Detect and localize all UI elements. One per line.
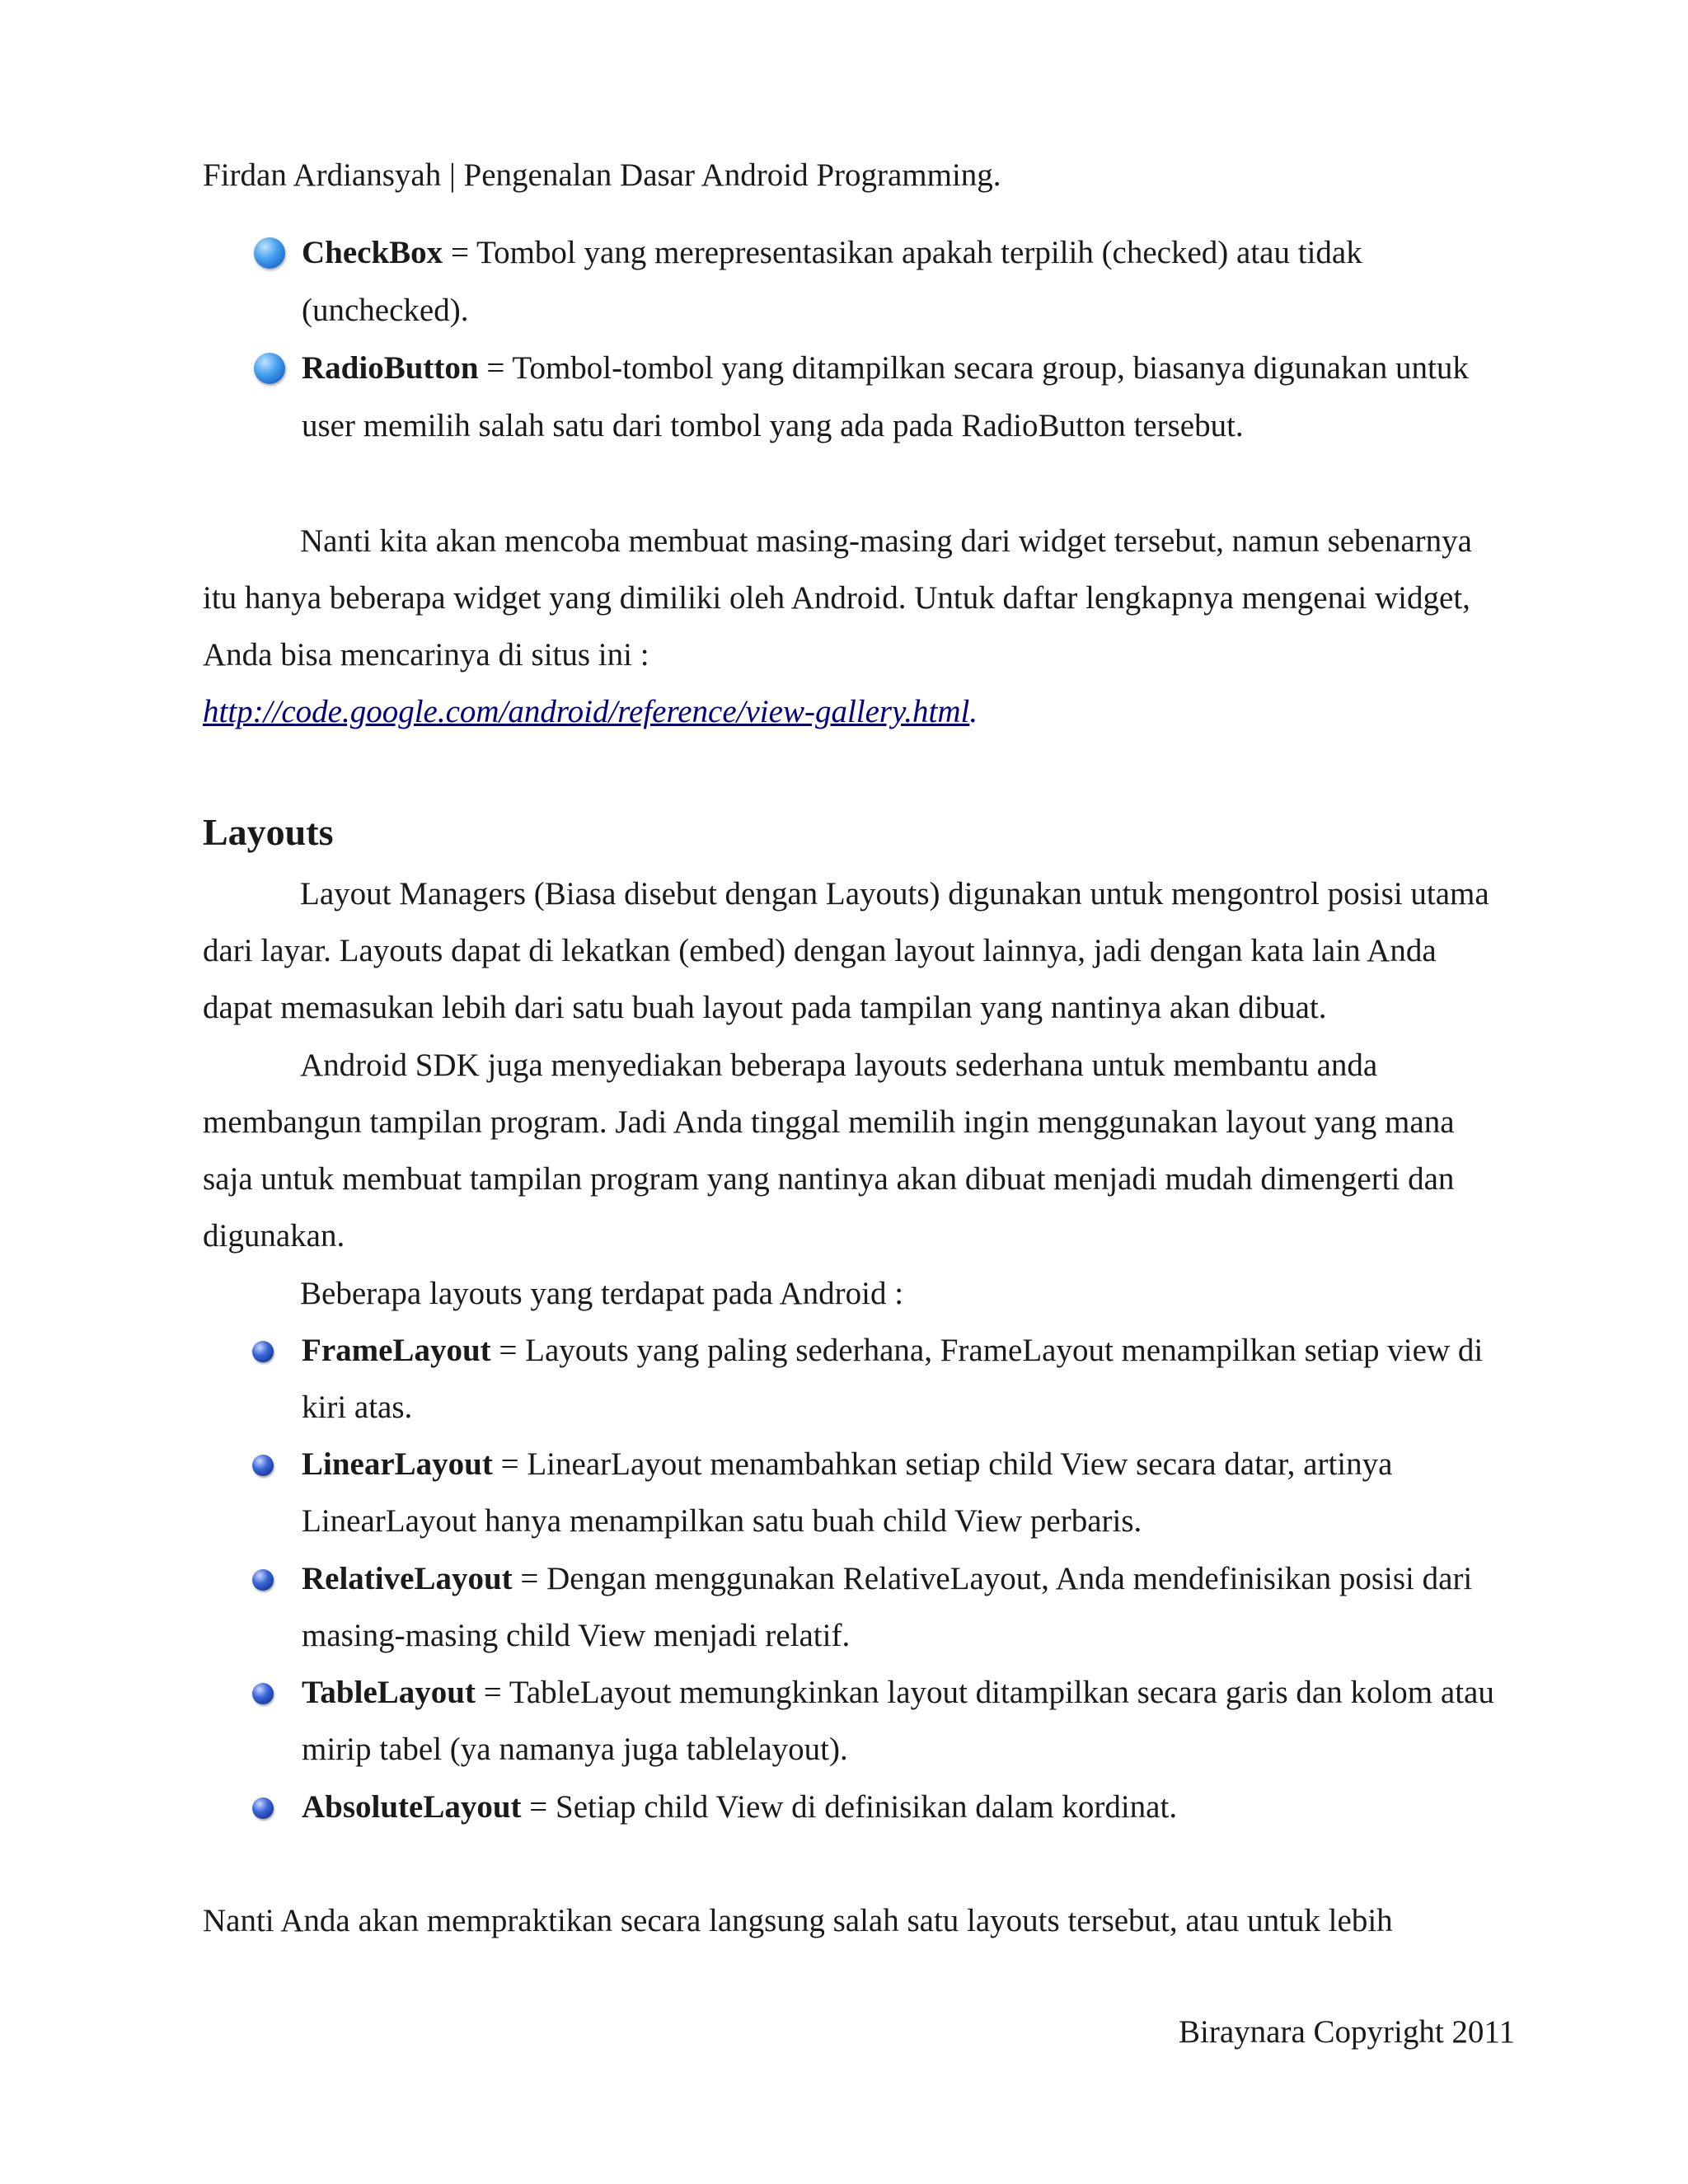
list-item-relativelayout-continued: masing-masing child View menjadi relatif.	[302, 1618, 851, 1653]
term-linearlayout: LinearLayout	[302, 1446, 493, 1482]
paragraph-line: dari layar. Layouts dapat di lekatkan (embed) dengan layout lainnya, jadi dengan kata lain Anda	[203, 933, 1437, 968]
page-footer: Biraynara Copyright 2011	[1179, 2014, 1515, 2050]
list-item-checkbox	[302, 234, 1362, 272]
list-item-radiobutton	[302, 349, 1469, 387]
reference-line	[203, 693, 978, 731]
list-item-linearlayout-continued: LinearLayout hanya menampilkan satu buah child View perbaris.	[302, 1503, 1142, 1539]
paragraph-line: Nanti kita akan mencoba membuat masing-masing dari widget tersebut, namun sebenarnya	[300, 523, 1472, 559]
list-item-absolutelayout	[302, 1788, 1177, 1826]
paragraph-line: saja untuk membuat tampilan program yang nantinya akan dibuat menjadi mudah dimengerti dan	[203, 1161, 1455, 1197]
list-item-tablelayout-continued: mirip tabel (ya namanya juga tablelayout).	[302, 1732, 848, 1767]
list-item-framelayout	[302, 1332, 1483, 1370]
list-item-tablelayout	[302, 1674, 1494, 1712]
term-tablelayout: TableLayout	[302, 1675, 476, 1710]
closing-paragraph-line: Nanti Anda akan mempraktikan secara langsung salah satu layouts tersebut, atau untuk lebih	[203, 1903, 1393, 1938]
paragraph-line: Anda bisa mencarinya di situs ini :	[203, 637, 649, 673]
paragraph-line: Layout Managers (Biasa disebut dengan Layouts) digunakan untuk mengontrol posisi utama	[300, 876, 1489, 912]
definition-tablelayout: = TableLayout memungkinkan layout ditampilkan secara garis dan kolom atau	[475, 1675, 1494, 1710]
list-item-linearlayout	[302, 1446, 1392, 1483]
term-radiobutton: RadioButton	[302, 350, 479, 386]
small-blue-sphere-bullet-icon	[252, 1797, 274, 1819]
link-suffix: .	[969, 694, 978, 729]
paragraph-line: membangun tampilan program. Jadi Anda tinggal memilih ingin menggunakan layout yang mana	[203, 1104, 1455, 1140]
small-blue-sphere-bullet-icon	[252, 1569, 274, 1591]
paragraph-line: dapat memasukan lebih dari satu buah layout pada tampilan yang nantinya akan dibuat.	[203, 990, 1327, 1025]
definition-relativelayout: = Dengan menggunakan RelativeLayout, Anda mendefinisikan posisi dari	[512, 1561, 1473, 1596]
small-blue-sphere-bullet-icon	[252, 1341, 274, 1362]
definition-linearlayout: = LinearLayout menambahkan setiap child View secara datar, artinya	[492, 1446, 1393, 1482]
running-header: Firdan Ardiansyah | Pengenalan Dasar Android Programming.	[203, 157, 1001, 193]
section-heading-layouts: Layouts	[203, 811, 334, 853]
blue-sphere-bullet-icon	[254, 353, 285, 384]
term-framelayout: FrameLayout	[302, 1333, 491, 1368]
definition-framelayout: = Layouts yang paling sederhana, FrameLayout menampilkan setiap view di	[490, 1333, 1484, 1368]
layouts-intro: Beberapa layouts yang terdapat pada Android :	[300, 1276, 904, 1311]
paragraph-line: Android SDK juga menyediakan beberapa layouts sederhana untuk membantu anda	[300, 1047, 1378, 1083]
definition-absolutelayout: = Setiap child View di definisikan dalam kordinat.	[521, 1789, 1178, 1825]
list-item-framelayout-continued: kiri atas.	[302, 1390, 413, 1425]
paragraph-line: digunakan.	[203, 1218, 345, 1254]
view-gallery-link[interactable]: http://code.google.com/android/reference/view-gallery.html	[203, 694, 970, 729]
paragraph-line: itu hanya beberapa widget yang dimiliki oleh Android. Untuk daftar lengkapnya mengenai widget,	[203, 580, 1470, 616]
term-absolutelayout: AbsoluteLayout	[302, 1789, 522, 1825]
term-checkbox: CheckBox	[302, 235, 443, 270]
definition-checkbox: = Tombol yang merepresentasikan apakah terpilih (checked) atau tidak	[443, 235, 1362, 270]
list-item-checkbox-continued: (unchecked).	[302, 293, 469, 328]
blue-sphere-bullet-icon	[254, 237, 285, 269]
small-blue-sphere-bullet-icon	[252, 1455, 274, 1476]
definition-radiobutton: = Tombol-tombol yang ditampilkan secara group, biasanya digunakan untuk	[478, 350, 1469, 386]
list-item-relativelayout	[302, 1560, 1472, 1598]
list-item-radiobutton-continued: user memilih salah satu dari tombol yang ada pada RadioButton tersebut.	[302, 408, 1244, 443]
term-relativelayout: RelativeLayout	[302, 1561, 513, 1596]
small-blue-sphere-bullet-icon	[252, 1683, 274, 1704]
